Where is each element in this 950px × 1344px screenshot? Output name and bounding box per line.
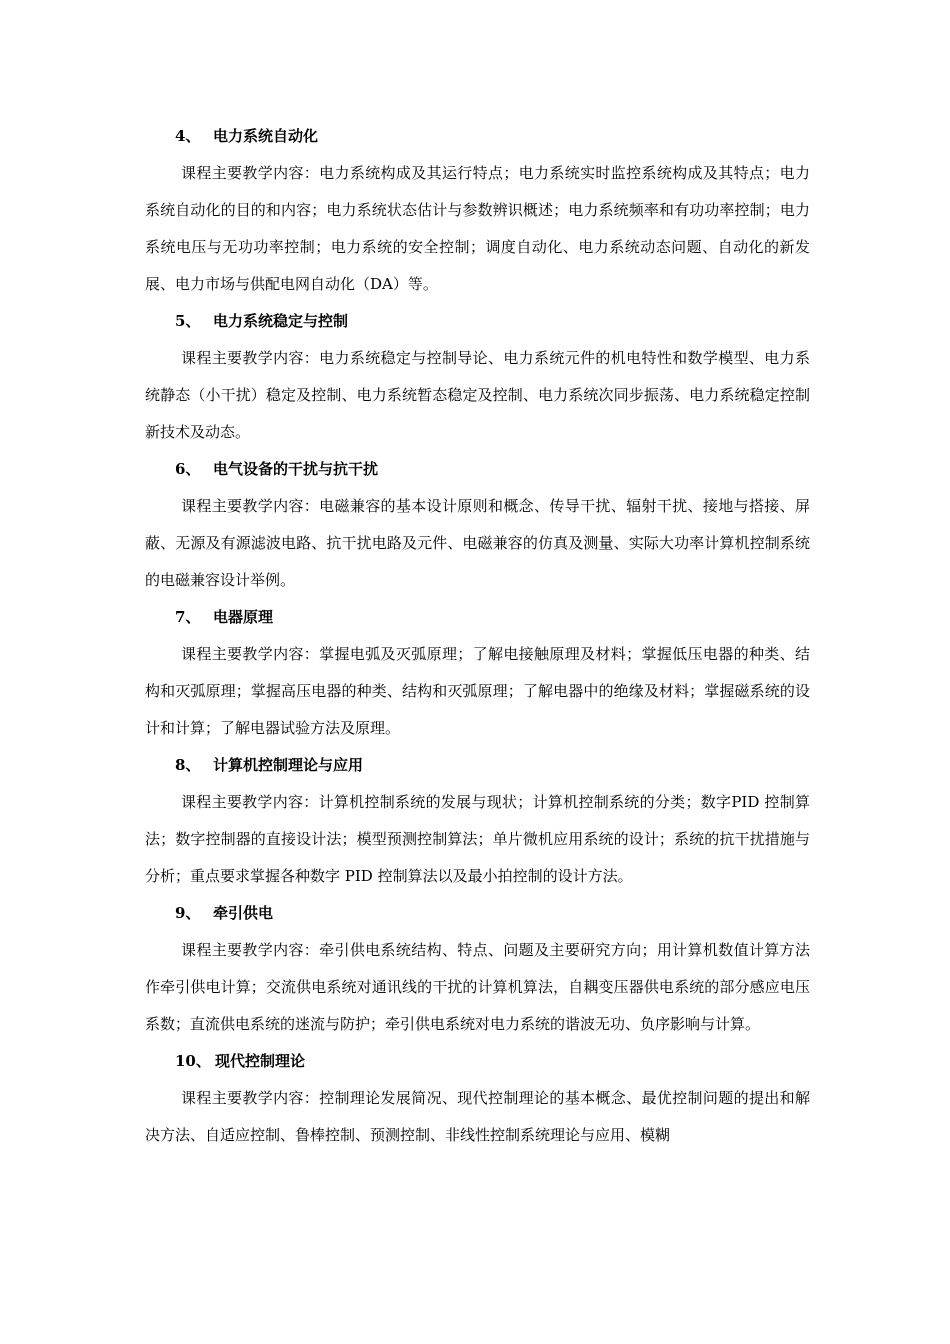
section-number: 6、 bbox=[175, 460, 201, 478]
section-number: 7、 bbox=[175, 608, 201, 626]
text-line: 系统动态问题、自动化的新发展、电力市场与供配电网自动化（DA）等。 bbox=[145, 238, 810, 293]
section-title: 电力系统自动化 bbox=[213, 127, 319, 145]
text-line: 功率计算机控制系统的电磁兼容设计举例。 bbox=[145, 534, 810, 589]
text-line: PID 控制算法；数字控制器的直接设计法；模型预测控制算法；单片微机应用系统的设计； bbox=[145, 793, 810, 848]
text-line: 无功、负序影响与计算。 bbox=[595, 1015, 761, 1033]
text-line: 电力系统稳定控制新技术及动态。 bbox=[145, 386, 810, 441]
section-7 bbox=[145, 599, 810, 747]
section-title: 电力系统稳定与控制 bbox=[213, 312, 349, 330]
text-line: 课程主要教学内容：控制理论发展简况、现代控制理论的基本概念、最优控制问题的 bbox=[181, 1089, 749, 1107]
section-number: 8、 bbox=[175, 756, 201, 774]
text-line: 提出和解决方法、自适应控制、鲁棒控制、预测控制、非线性控制系统理论与应用、模糊 bbox=[145, 1089, 810, 1144]
section-title: 牵引供电 bbox=[213, 904, 274, 922]
text-line: 点；电力系统自动化的目的和内容；电力系统状态估计与参数辨识概述；电力系统频率和 bbox=[145, 164, 810, 219]
text-line: 搭接、屏蔽、无源及有源滤波电路、抗干扰电路及元件、电磁兼容的仿真及测量、实际大 bbox=[145, 497, 810, 552]
section-title: 计算机控制理论与应用 bbox=[213, 756, 364, 774]
section-heading bbox=[145, 599, 810, 636]
section-4 bbox=[145, 118, 810, 303]
text-line: 系统的部分感应电压系数；直流供电系统的迷流与防护；牵引供电系统对电力系统的谐波 bbox=[145, 978, 810, 1033]
section-heading bbox=[145, 451, 810, 488]
section-title: 现代控制理论 bbox=[215, 1052, 306, 1070]
section-heading bbox=[145, 118, 810, 155]
text-line: 课程主要教学内容：掌握电弧及灭弧原理；了解电接触原理及材料；掌握低压电器的 bbox=[181, 645, 749, 663]
section-5 bbox=[145, 303, 810, 451]
text-line: 课程主要教学内容：电力系统稳定与控制导论、电力系统元件的机电特性和数学模型、 bbox=[181, 349, 765, 367]
section-paragraph bbox=[145, 488, 810, 599]
text-line: 法。 bbox=[602, 867, 633, 885]
section-paragraph bbox=[145, 1080, 810, 1154]
section-6 bbox=[145, 451, 810, 599]
section-paragraph bbox=[145, 340, 810, 451]
section-heading bbox=[145, 303, 810, 340]
text-line: 种类、结构和灭弧原理；掌握高压电器的种类、结构和灭弧原理；了解电器中的绝缘及材 bbox=[145, 645, 810, 700]
text-line: 课程主要教学内容：电力系统构成及其运行特点；电力系统实时监控系统构成及其特 bbox=[181, 164, 749, 182]
section-number: 9、 bbox=[175, 904, 201, 922]
section-heading bbox=[145, 747, 810, 784]
section-title: 电器原理 bbox=[213, 608, 274, 626]
text-line: 课程主要教学内容：牵引供电系统结构、特点、问题及主要研究方向；用计算机数值 bbox=[181, 941, 749, 959]
section-paragraph bbox=[145, 636, 810, 747]
text-line: 电力系统静态（小干扰）稳定及控制、电力系统暂态稳定及控制、电力系统次同步振荡、 bbox=[145, 349, 810, 404]
text-line: 课程主要教学内容：计算机控制系统的发展与现状；计算机控制系统的分类；数字 bbox=[181, 793, 732, 811]
section-number: 10、 bbox=[175, 1052, 211, 1070]
section-paragraph bbox=[145, 155, 810, 303]
text-line: 有功功率控制；电力系统电压与无功功率控制；电力系统的安全控制；调度自动化、电力 bbox=[145, 201, 810, 256]
section-number: 5、 bbox=[175, 312, 201, 330]
section-heading bbox=[145, 1043, 810, 1080]
text-line: 料；掌握磁系统的设计和计算；了解电器试验方法及原理。 bbox=[145, 682, 810, 737]
section-heading bbox=[145, 895, 810, 932]
section-title: 电气设备的干扰与抗干扰 bbox=[213, 460, 379, 478]
section-paragraph bbox=[145, 932, 810, 1043]
text-line: 系统的抗干扰措施与分析；重点要求掌握各种数字 PID 控制算法以及最小拍控制的设计方 bbox=[145, 830, 810, 885]
section-paragraph bbox=[145, 784, 810, 895]
section-8 bbox=[145, 747, 810, 895]
section-10 bbox=[145, 1043, 810, 1154]
text-line: 计算方法作牵引供电计算；交流供电系统对通讯线的干扰的计算机算法，自耦变压器供电 bbox=[145, 941, 810, 996]
section-number: 4、 bbox=[175, 127, 201, 145]
section-9 bbox=[145, 895, 810, 1043]
text-line: 课程主要教学内容：电磁兼容的基本设计原则和概念、传导干扰、辐射干扰、接地与 bbox=[181, 497, 749, 515]
document-page bbox=[145, 118, 810, 1154]
